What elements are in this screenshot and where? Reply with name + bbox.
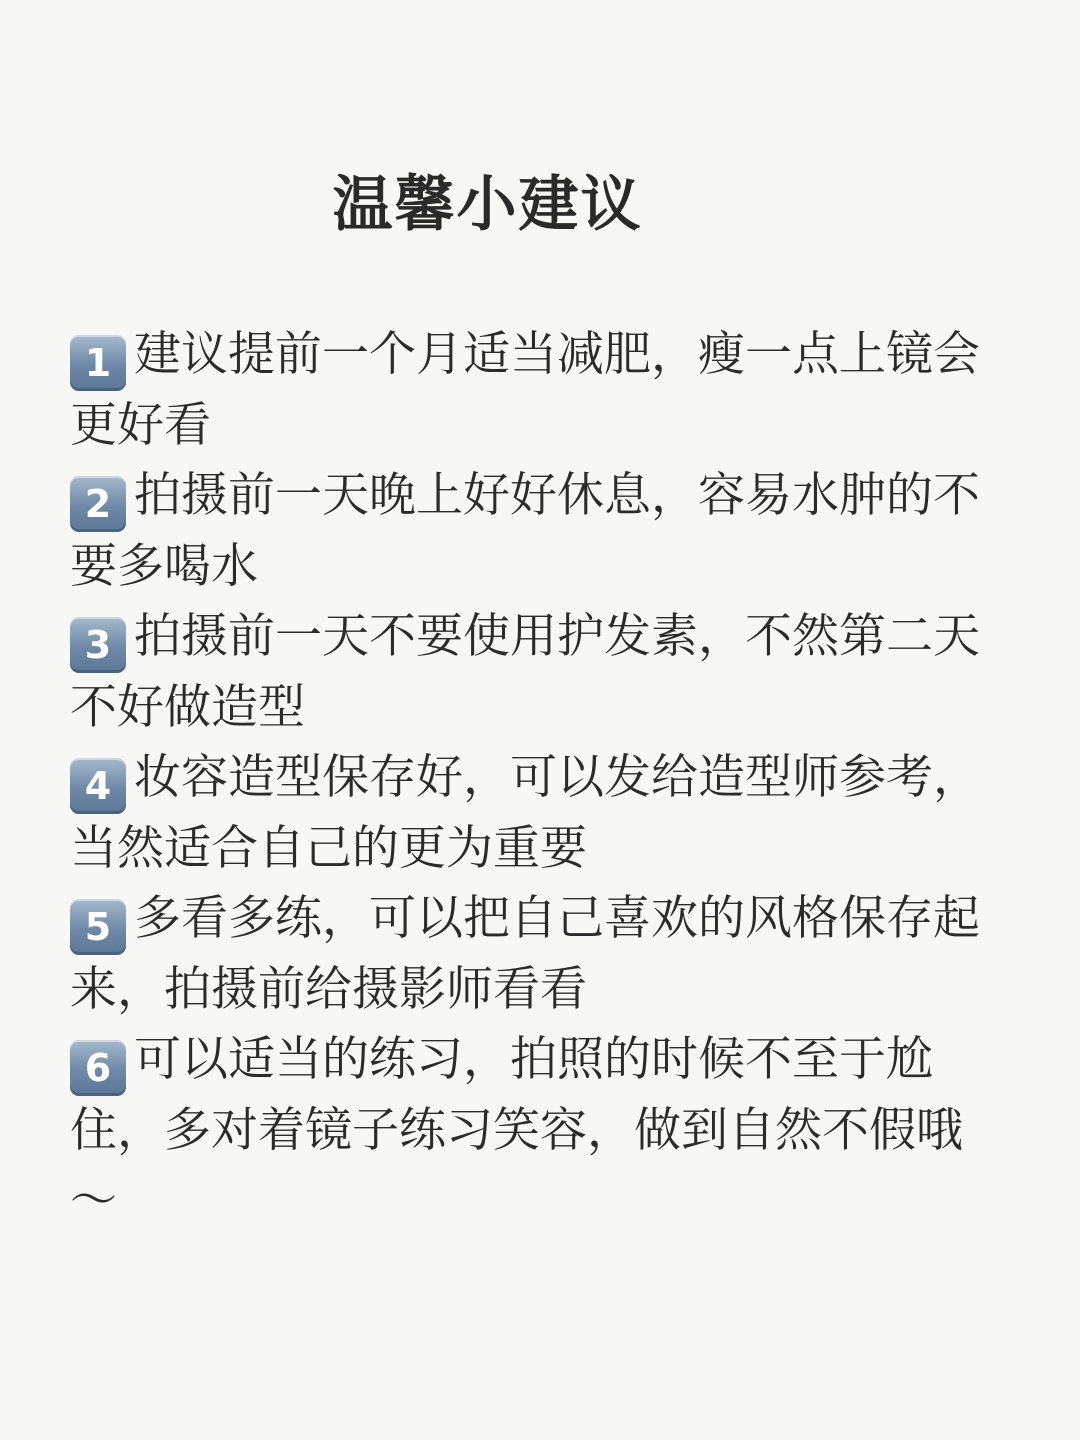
tip-item-2 xyxy=(70,461,990,602)
keycap-number-icon: 6 xyxy=(70,1040,126,1096)
keycap-number-icon: 5 xyxy=(70,899,126,955)
tip-item-6 xyxy=(70,1025,990,1236)
tip-item-1 xyxy=(70,320,990,461)
keycap-number-icon: 1 xyxy=(70,335,126,391)
tip-text: 可以适当的练习，拍照的时候不至于尬住，多对着镜子练习笑容，做到自然不假哦～ xyxy=(70,1032,963,1228)
tips-list xyxy=(70,320,990,1236)
tip-text: 拍摄前一天不要使用护发素，不然第二天不好做造型 xyxy=(70,609,980,735)
keycap-number-icon: 2 xyxy=(70,476,126,532)
tip-item-4 xyxy=(70,743,990,884)
tip-text: 多看多练，可以把自己喜欢的风格保存起来，拍摄前给摄影师看看 xyxy=(70,891,980,1017)
tip-item-3 xyxy=(70,602,990,743)
keycap-number-icon: 4 xyxy=(70,758,126,814)
tip-text: 妆容造型保存好，可以发给造型师参考，当然适合自己的更为重要 xyxy=(70,750,980,876)
tip-item-5 xyxy=(70,884,990,1025)
tip-text: 建议提前一个月适当减肥，瘦一点上镜会更好看 xyxy=(70,327,980,453)
tip-text: 拍摄前一天晚上好好休息，容易水肿的不要多喝水 xyxy=(70,468,980,594)
keycap-number-icon: 3 xyxy=(70,617,126,673)
page-title: 温馨小建议 xyxy=(332,170,643,240)
